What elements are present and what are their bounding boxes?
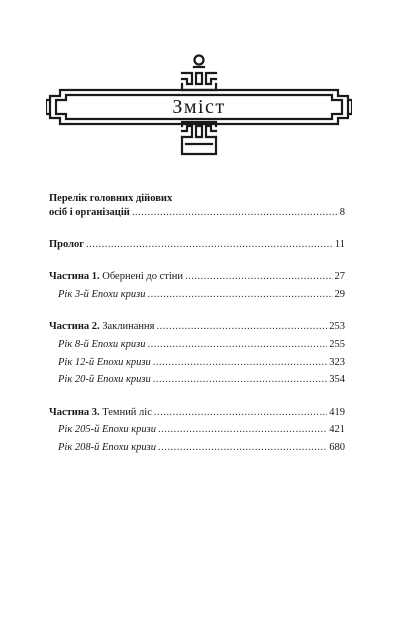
toc-entry-cast[interactable] <box>49 207 345 225</box>
leader-dots <box>153 374 328 385</box>
leader-dots <box>86 239 333 250</box>
leader-dots <box>153 357 328 368</box>
page-number: 8 <box>339 207 345 218</box>
leader-dots <box>185 271 332 282</box>
table-of-contents <box>49 193 345 460</box>
toc-cast-line2: осіб і організацій <box>49 207 130 218</box>
part-prefix: Частина 1. <box>49 271 100 283</box>
part-prefix: Частина 3. <box>49 406 100 418</box>
page-number: 255 <box>329 338 345 350</box>
toc-entry-chapter[interactable] <box>49 289 345 307</box>
toc-entry-chapter[interactable] <box>49 357 345 375</box>
page-number: 323 <box>329 356 345 368</box>
part-name: Обернені до стіни <box>99 271 184 283</box>
chapter-label: Рік 20-й Епохи кризи <box>58 374 151 386</box>
page-number: 253 <box>329 321 345 333</box>
toc-entry-chapter[interactable] <box>49 339 345 357</box>
toc-entry-chapter[interactable] <box>49 374 345 392</box>
chapter-label: Рік 208-й Епохи кризи <box>58 441 156 453</box>
page-title: Зміст <box>172 96 226 118</box>
page-number: 419 <box>329 406 345 418</box>
toc-entry-part-3[interactable] <box>49 407 345 425</box>
toc-entry-part-1[interactable] <box>49 271 345 289</box>
page-number: 27 <box>334 271 345 283</box>
chapter-label: Рік 205-й Епохи кризи <box>58 424 156 436</box>
page-number: 421 <box>329 424 345 436</box>
toc-entry-prologue[interactable] <box>49 239 345 257</box>
leader-dots <box>148 339 328 350</box>
page-number: 680 <box>329 441 345 453</box>
toc-entry-chapter[interactable] <box>49 442 345 460</box>
leader-dots <box>158 424 327 435</box>
page-number: 354 <box>329 374 345 386</box>
toc-entry-part-2[interactable] <box>49 321 345 339</box>
page-number: 29 <box>334 288 345 300</box>
top-key-motif <box>182 56 216 91</box>
chapter-label: Рік 8-й Епохи кризи <box>58 338 146 350</box>
part-prefix: Частина 2. <box>49 321 100 333</box>
leader-dots <box>154 407 327 418</box>
part-name: Темний ліс <box>99 406 152 418</box>
chapter-label: Рік 12-й Епохи кризи <box>58 356 151 368</box>
chapter-label: Рік 3-й Епохи кризи <box>58 288 146 300</box>
leader-dots <box>158 442 327 453</box>
leader-dots <box>156 321 327 332</box>
toc-cast-line1: Перелік головних дійових <box>49 193 173 204</box>
part-name: Заклинання <box>99 321 155 333</box>
leader-dots <box>148 289 333 300</box>
page-number: 11 <box>334 238 345 250</box>
toc-entry-chapter[interactable] <box>49 424 345 442</box>
toc-prologue-label: Пролог <box>49 238 85 250</box>
bottom-key-motif <box>182 122 216 154</box>
leader-dots <box>132 207 338 218</box>
